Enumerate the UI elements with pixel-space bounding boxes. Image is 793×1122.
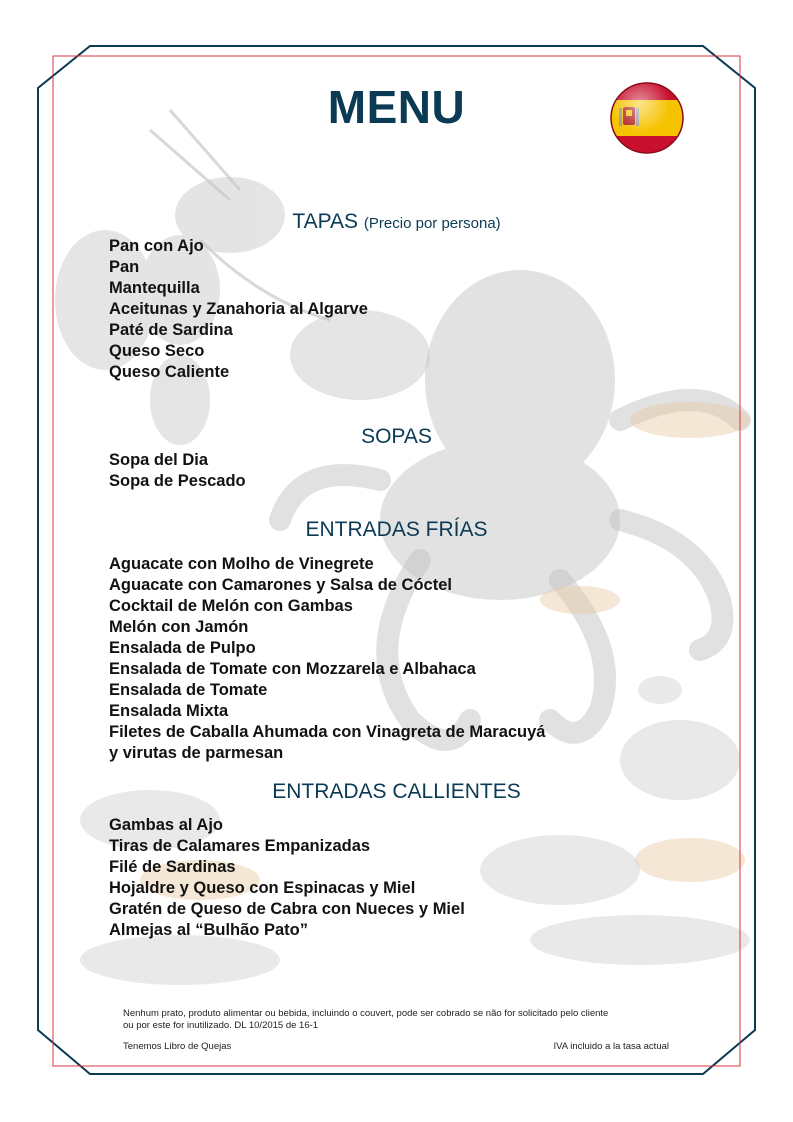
section-heading-sopas: SOPAS <box>361 425 432 448</box>
list-item: Queso Seco <box>109 342 205 360</box>
complaints-note: Tenemos Libro de Quejas <box>123 1041 232 1052</box>
tapas-heading: TAPAS <box>292 210 359 233</box>
section-heading-tapas <box>0 210 793 234</box>
list-item: Paté de Sardina <box>109 321 233 339</box>
list-item: Sopa de Pescado <box>109 472 246 490</box>
list-item: Filé de Sardinas <box>109 858 236 876</box>
entradas-calientes-list <box>109 815 465 941</box>
list-item: Ensalada de Tomate con Mozzarela e Albahaca <box>109 660 476 678</box>
list-item: Hojaldre y Queso con Espinacas y Miel <box>109 879 416 897</box>
tapas-list <box>109 236 368 383</box>
list-item: Pan con Ajo <box>109 237 204 255</box>
list-item: Queso Caliente <box>109 363 230 381</box>
list-item: Gambas al Ajo <box>109 816 224 834</box>
list-item: Sopa del Dia <box>109 451 209 469</box>
list-item: Aguacate con Molho de Vinegrete <box>109 555 374 573</box>
footer-notice-line1: Nenhum prato, produto alimentar ou bebida, incluindo o couvert, pode ser cobrado se não for solicitado pelo cliente <box>123 1008 609 1019</box>
menu-title: MENU <box>327 81 466 133</box>
list-item: Ensalada Mixta <box>109 702 229 720</box>
entradas-frias-list <box>109 554 546 764</box>
footer-notice-line2: ou por este for inutilizado. DL 10/2015 de 16-1 <box>123 1020 319 1031</box>
list-item: Melón con Jamón <box>109 618 249 636</box>
list-item: Cocktail de Melón con Gambas <box>109 597 353 615</box>
section-heading-entradas-calientes: ENTRADAS CALLIENTES <box>272 780 521 803</box>
list-item: Filetes de Caballa Ahumada con Vinagreta de Maracuyá <box>109 723 546 741</box>
tapas-subheading: (Precio por persona) <box>363 215 501 232</box>
list-item: Ensalada de Pulpo <box>109 639 256 657</box>
list-item: y virutas de parmesan <box>109 744 284 762</box>
list-item: Gratén de Queso de Cabra con Nueces y Miel <box>109 900 465 918</box>
list-item: Aguacate con Camarones y Salsa de Cóctel <box>109 576 452 594</box>
vat-note: IVA incluido a la tasa actual <box>553 1041 669 1052</box>
list-item: Aceitunas y Zanahoria al Algarve <box>109 300 368 318</box>
list-item: Almejas al “Bulhão Pato” <box>109 921 308 939</box>
list-item: Tiras de Calamares Empanizadas <box>109 837 371 855</box>
section-heading-entradas-frias: ENTRADAS FRÍAS <box>305 518 488 541</box>
list-item: Mantequilla <box>109 279 200 297</box>
spain-flag-icon <box>608 80 686 156</box>
list-item: Ensalada de Tomate <box>109 681 268 699</box>
sopas-list <box>109 450 246 492</box>
footer-notice <box>123 1008 683 1032</box>
list-item: Pan <box>109 258 140 276</box>
